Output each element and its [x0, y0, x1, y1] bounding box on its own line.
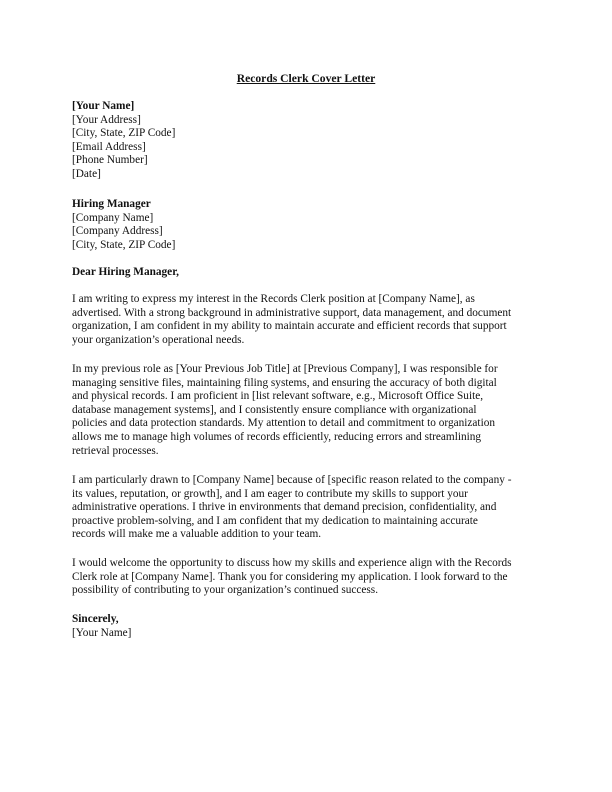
paragraph-line: proactive problem-solving, and I am confident that my dedication to maintaining accurate	[72, 514, 478, 527]
recipient-city-state-zip: [City, State, ZIP Code]	[72, 238, 176, 251]
paragraph-line: organization, I am confident in my ability to maintain accurate and efficient records that support	[72, 320, 507, 333]
letter-title: Records Clerk Cover Letter	[236, 72, 376, 85]
recipient-title: Hiring Manager	[72, 198, 151, 210]
recipient-company-name: [Company Name]	[72, 211, 154, 224]
sender-phone: [Phone Number]	[72, 154, 148, 167]
sender-name: [Your Name]	[72, 100, 135, 112]
paragraph-line: possibility of contributing to your organization’s continued success.	[72, 584, 379, 597]
paragraph-1	[72, 293, 542, 347]
paragraph-line: Clerk role at [Company Name]. Thank you for considering my application. I look forward to the	[72, 570, 508, 583]
paragraph-line: database management systems], and I consistently ensure compliance with organizational	[72, 403, 477, 416]
paragraph-line: retrieval processes.	[72, 444, 159, 457]
paragraph-line: advertised. With a strong background in administrative support, data management, and document	[72, 306, 512, 319]
sender-address: [Your Address]	[72, 113, 141, 126]
paragraph-line: I would welcome the opportunity to discuss how my skills and experience align with the Records	[72, 557, 512, 569]
recipient-company-address: [Company Address]	[72, 225, 163, 238]
paragraph-line: I am writing to express my interest in the Records Clerk position at [Company Name], as	[72, 293, 475, 305]
closing-block	[72, 613, 542, 640]
paragraph-3	[72, 474, 542, 542]
sender-date: [Date]	[72, 167, 101, 180]
sender-email: [Email Address]	[72, 140, 146, 153]
closing: Sincerely,	[72, 613, 119, 625]
sender-city-state-zip: [City, State, ZIP Code]	[72, 127, 176, 140]
paragraph-line: I am particularly drawn to [Company Name] because of [specific reason related to the company -	[72, 474, 512, 486]
paragraph-line: its values, reputation, or growth], and I am eager to contribute my skills to support your	[72, 487, 468, 500]
paragraph-line: records will make me a valuable addition to your team.	[72, 528, 322, 541]
paragraph-line: your organization’s operational needs.	[72, 333, 245, 346]
signature-name: [Your Name]	[72, 626, 132, 639]
paragraph-4	[72, 557, 542, 598]
salutation-block	[72, 266, 542, 280]
paragraph-line: allows me to manage high volumes of records efficiently, reducing errors and streamlining	[72, 430, 482, 443]
salutation: Dear Hiring Manager,	[72, 266, 179, 278]
sender-block	[72, 100, 542, 182]
recipient-block	[72, 198, 542, 252]
paragraph-line: and physical records. I am proficient in [list relevant software, e.g., Microsoft Office Suite,	[72, 390, 484, 403]
paragraph-line: policies and data protection standards. My attention to detail and commitment to organization	[72, 417, 496, 430]
paragraph-line: In my previous role as [Your Previous Job Title] at [Previous Company], I was responsible for	[72, 363, 498, 375]
paragraph-2	[72, 363, 542, 458]
paragraph-line: administrative operations. I thrive in environments that demand precision, confidentiality, and	[72, 501, 497, 514]
paragraph-line: managing sensitive files, maintaining filing systems, and ensuring the accuracy of both digital	[72, 376, 497, 389]
